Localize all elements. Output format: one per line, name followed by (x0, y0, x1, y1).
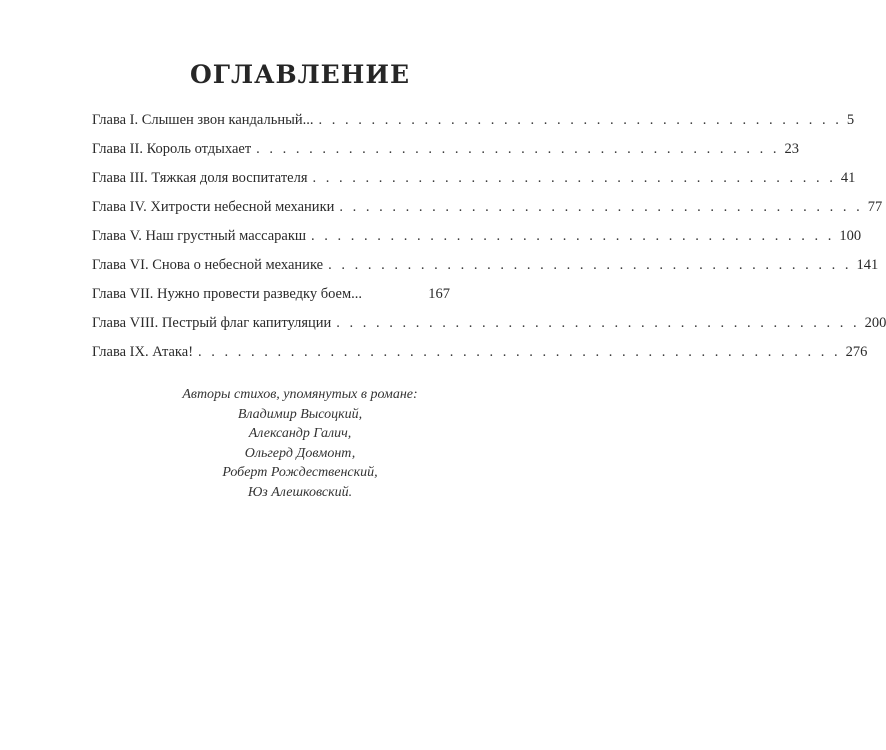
authors-heading: Авторы стихов, упомянутых в романе: (182, 387, 418, 402)
toc-entry-title: Глава III. Тяжкая доля воспитателя (92, 170, 308, 186)
toc-entry (92, 222, 862, 251)
toc-entry (92, 280, 450, 309)
author-name: Роберт Рождественский, (222, 465, 378, 480)
author-name: Владимир Высоцкий, (237, 406, 363, 422)
toc-leader-dots: . . . . . . . . . . . . . . . . . . . . . . . . . . . . . . . . . . . . . . . . (336, 315, 860, 331)
toc-entry-title: Глава I. Слышен звон кандальный... (92, 112, 314, 128)
toc-entry-page: 100 (839, 228, 862, 244)
toc-entry-page: 77 (867, 199, 883, 215)
toc-entry (92, 164, 856, 193)
toc-leader-dots: . . . . . . . . . . . . . . . . . . . . . . . . . . . . . . . . . . . . . . . . (256, 141, 780, 157)
author-name: Юз Алешковский. (247, 484, 353, 500)
toc-entry-title: Глава IX. Атака! (92, 344, 194, 360)
toc-entry (92, 309, 886, 338)
author-name: Александр Галич, (248, 426, 352, 441)
page-title: ОГЛАВЛЕНИЕ (189, 60, 411, 89)
toc-entry-page: 5 (846, 112, 855, 128)
toc-entry (92, 338, 868, 367)
toc-entry-page: 167 (428, 286, 450, 302)
table-of-contents (92, 106, 886, 367)
toc-entry-page: 41 (840, 170, 856, 186)
toc-leader-dots: . . . . . . . . . . . . . . . . . . . . . . . . . . . . . . . . . . . . . . . . (318, 112, 842, 128)
toc-leader-dots: . . . . . . . . . . . . . . . . . . . . . . . . . . . . . . . . . . . . . . . . (311, 228, 835, 244)
author-name: Ольгерд Довмонт, (244, 445, 356, 461)
toc-leader-dots: . . . . . . . . . . . . . . . . . . . . . . . . . . . . . . . . . . . . . . . . . . . . . . . . . (198, 344, 841, 360)
toc-leader-dots: . . . . . . . . . . . . . . . . . . . . . . . . . . . . . . . . . . . . . . . . (328, 257, 852, 273)
toc-leader-dots: . . . . . . . . . . . . . . . . . . . . . . . . . . . . . . . . . . . . . . . . (339, 199, 863, 215)
toc-entry-title: Глава V. Наш грустный массаракш (92, 228, 307, 244)
toc-entry-page: 276 (845, 344, 868, 360)
toc-leader-dots: . . . . . . . . . . . . . . . . . . . . . . . . . . . . . . . . . . . . . . . . (312, 170, 836, 186)
toc-entry-page: 200 (864, 315, 886, 331)
toc-entry (92, 193, 883, 222)
toc-entry-title: Глава VII. Нужно провести разведку боем... (92, 286, 363, 302)
toc-entry (92, 251, 879, 280)
toc-entry-title: Глава IV. Хитрости небесной механики (92, 199, 335, 215)
toc-entry-title: Глава VIII. Пестрый флаг капитуляции (92, 315, 332, 331)
toc-entry-page: 23 (784, 141, 800, 157)
toc-entry (92, 135, 800, 164)
poem-authors-block (0, 385, 600, 502)
toc-entry-page: 141 (856, 257, 879, 273)
toc-entry-title: Глава II. Король отдыхает (92, 141, 252, 157)
toc-entry-title: Глава VI. Снова о небесной механике (92, 257, 324, 273)
toc-entry (92, 106, 855, 135)
